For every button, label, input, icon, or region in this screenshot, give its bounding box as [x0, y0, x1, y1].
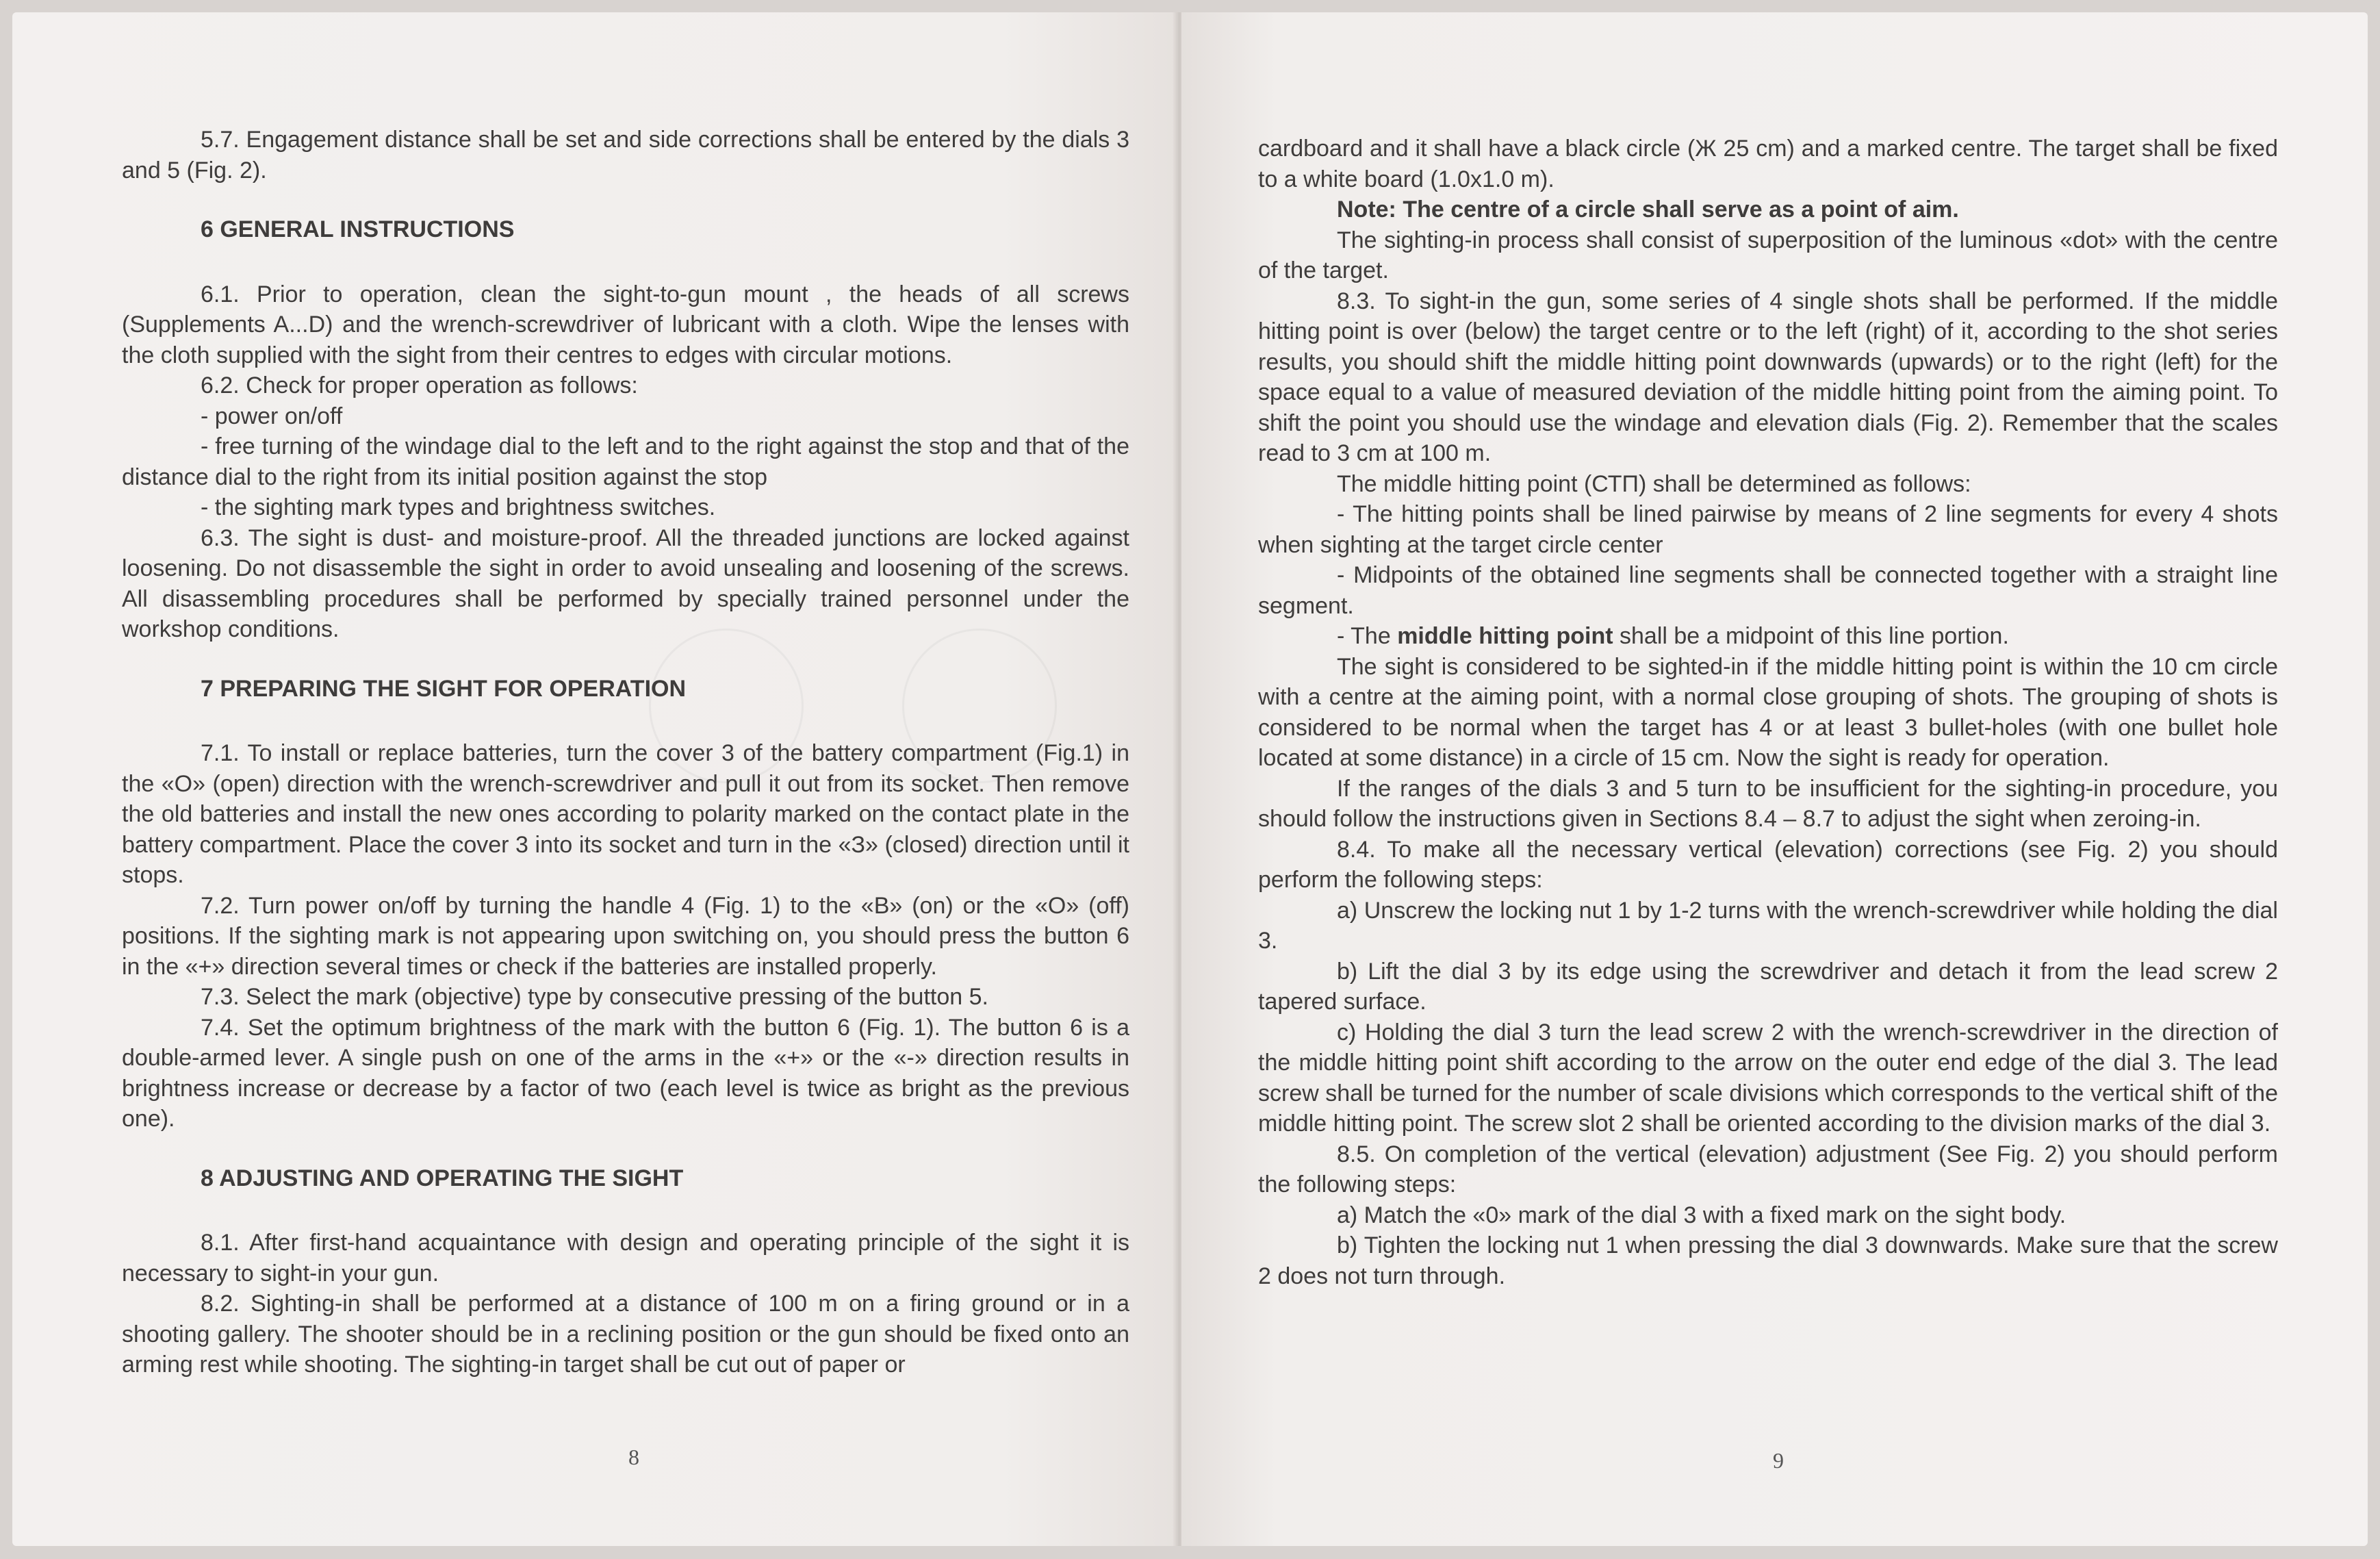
list-item-midpoint-definition	[1258, 621, 2278, 652]
paragraph-ranges: If the ranges of the dials 3 and 5 turn to be insufficient for the sighting-in procedure, you should follow the instructions given in Sections 8.4 – 8.7 to adjust the sight when zeroing-in.	[1258, 775, 2278, 832]
step-8-4-a: a) Unscrew the locking nut 1 by 1-2 turns with the wrench-screwdriver while holding the dial 3.	[1258, 897, 2278, 954]
paragraph-8-2: 8.2. Sighting-in shall be performed at a distance of 100 m on a firing ground or in a shooting gallery. The shooter should be in a reclining position or the gun should be fixed onto an arming rest while shooting. The sighting-in target shall be cut out of paper or	[122, 1291, 1129, 1378]
paragraph-5-7: 5.7. Engagement distance shall be set and side corrections shall be entered by the dials 3 and 5 (Fig. 2).	[122, 127, 1129, 183]
step-8-5-a: a) Match the «0» mark of the dial 3 with a fixed mark on the sight body.	[1337, 1202, 2066, 1228]
paragraph-sighted-in: The sight is considered to be sighted-in if the middle hitting point is within the 10 cm circle with a centre at the aiming point, with a normal close grouping of shots. The grouping of shots is considered to be normal when the target has 4 or at least 3 bullet-holes (with one bullet hole located at some distance) in a circle of 15 cm. Now the sight is ready for operation.	[1258, 653, 2278, 771]
list-item-mark-types: - the sighting mark types and brightness switches.	[201, 494, 716, 520]
step-8-4-c: c) Holding the dial 3 turn the lead screw 2 with the wrench-screwdriver in the direction of the middle hitting point shift according to the arrow on the outer end edge of the dial 3. The lead screw shall be turned for the number of scale divisions which corresponds to the vertical shift of the middle hitting point. The screw slot 2 shall be oriented according to the division marks of the dial 3.	[1258, 1019, 2278, 1137]
paragraph-7-2: 7.2. Turn power on/off by turning the handle 4 (Fig. 1) to the «B» (on) or the «O» (off) positions. If the sighting mark is not appearing upon switching on, you should press the button 6 in the «+» direction several times or check if the batteries are installed properly.	[122, 892, 1129, 980]
list-item-midpoints: - Midpoints of the obtained line segments shall be connected together with a straight line segment.	[1258, 562, 2278, 619]
paragraph-6-2: 6.2. Check for proper operation as follows:	[201, 372, 638, 398]
paragraph-7-4: 7.4. Set the optimum brightness of the mark with the button 6 (Fig. 1). The button 6 is a double-armed lever. A single push on one of the arms in the «+» or the «-» direction results in brightness increase or decrease by a factor of two (each level is twice as bright as the previous one).	[122, 1014, 1129, 1132]
text-fragment: shall be a midpoint of this line portion.	[1613, 623, 2009, 649]
paragraph-8-1: 8.1. After first-hand acquaintance with design and operating principle of the sight it is necessary to sight-in your gun.	[122, 1230, 1129, 1287]
paragraph-8-2-continued: cardboard and it shall have a black circle (Ж 25 cm) and a marked centre. The target shall be fixed to a white board (1.0x1.0 m).	[1258, 136, 2278, 192]
bold-term: middle hitting point	[1397, 623, 1613, 649]
list-item-line-pairs: - The hitting points shall be lined pairwise by means of 2 line segments for every 4 shots when sighting at the target circle center	[1258, 501, 2278, 558]
paragraph-middle-hitting-point: The middle hitting point (СТП) shall be determined as follows:	[1337, 470, 1971, 497]
text-fragment: - The	[1337, 623, 1398, 649]
list-item-windage: - free turning of the windage dial to the left and to the right against the stop and that of the distance dial to the right from its initial position against the stop	[122, 433, 1129, 490]
note: Note: The centre of a circle shall serve as a point of aim.	[1337, 197, 1959, 223]
section-heading-8: 8 ADJUSTING AND OPERATING THE SIGHT	[201, 1165, 684, 1191]
paragraph-8-5: 8.5. On completion of the vertical (elevation) adjustment (See Fig. 2) you should perform the following steps:	[1258, 1141, 2278, 1197]
paragraph-8-3: 8.3. To sight-in the gun, some series of 4 single shots shall be performed. If the middle hitting point is over (below) the target centre or to the left (right) of it, according to the shot series results, you should shift the middle hitting point downwards (upwards) or to the right (left) for the space equal to a value of measured deviation of the middle hitting point from the aiming point. To shift the point you should use the windage and elevation dials (Fig. 2). Remember that the scales read to 3 cm at 100 m.	[1258, 288, 2278, 466]
paragraph-process: The sighting-in process shall consist of superposition of the luminous «dot» with the centre of the target.	[1258, 227, 2278, 283]
section-heading-7: 7 PREPARING THE SIGHT FOR OPERATION	[201, 675, 687, 702]
left-column-text	[122, 125, 1129, 1380]
step-8-5-b: b) Tighten the locking nut 1 when pressing the dial 3 downwards. Make sure that the screw 2 does not turn through.	[1258, 1232, 2278, 1289]
paragraph-8-4: 8.4. To make all the necessary vertical (elevation) corrections (see Fig. 2) you should perform the following steps:	[1258, 836, 2278, 893]
step-8-4-b: b) Lift the dial 3 by its edge using the screwdriver and detach it from the lead screw 2 tapered surface.	[1258, 958, 2278, 1015]
paragraph-7-1: 7.1. To install or replace batteries, turn the cover 3 of the battery compartment (Fig.1) in the «O» (open) direction with the wrench-screwdriver and pull it out from its socket. Then remove the old batteries and install the new ones according to polarity marked on the contact plate in the battery compartment. Place the cover 3 into its socket and turn in the «З» (closed) direction until it stops.	[122, 740, 1129, 888]
page-number-right: 9	[1773, 1448, 1784, 1473]
paragraph-6-1: 6.1. Prior to operation, clean the sight-to-gun mount , the heads of all screws (Supplements A...D) and the wrench-screwdriver of lubricant with a cloth. Wipe the lenses with the cloth supplied with the sight from their centres to edges with circular motions.	[122, 281, 1129, 368]
right-column-text	[1258, 134, 2278, 1291]
page-number-left: 8	[628, 1445, 639, 1469]
section-heading-6: 6 GENERAL INSTRUCTIONS	[201, 216, 515, 242]
paragraph-7-3: 7.3. Select the mark (objective) type by consecutive pressing of the button 5.	[201, 984, 988, 1010]
list-item-power: - power on/off	[201, 403, 343, 429]
paragraph-6-3: 6.3. The sight is dust- and moisture-proof. All the threaded junctions are locked against loosening. Do not disassemble the sight in order to avoid unsealing and loosening of the screws. All disassembling procedures shall be performed by specially trained personnel under the workshop conditions.	[122, 524, 1129, 642]
